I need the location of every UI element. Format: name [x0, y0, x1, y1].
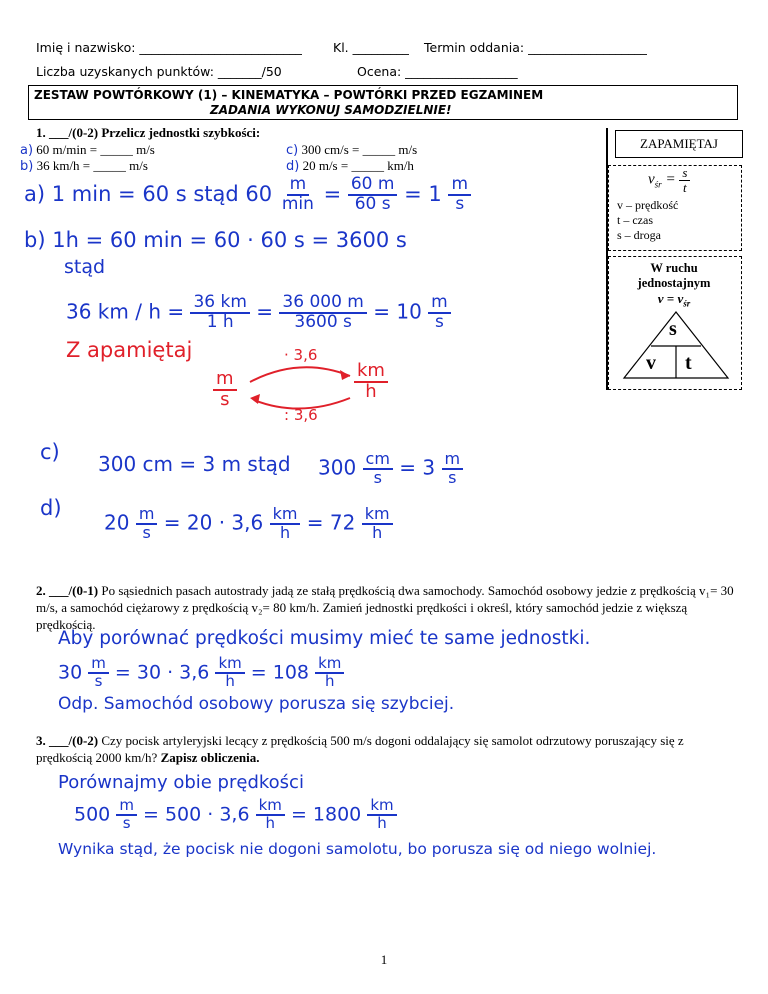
work-c-fraction: 300 $\frac{cm}{s}$ = 3 $\frac{m}{s}$	[318, 451, 463, 487]
work-d: 20 $\frac{m}{s}$ = 20 · 3,6 $\frac{km}{h}$ = 72 $\frac{km}{h}$	[104, 506, 393, 542]
conversion-to-unit: $\frac{km}{h}$	[354, 362, 388, 402]
legend-v: v – prędkość	[617, 198, 679, 212]
work-a: a) 1 min = 60 s stąd 60 $\frac{m}{\min}$ = $\frac{60 m}{60 s}$ = 1 $\frac{m}{s}$	[24, 176, 471, 214]
remember-note: Z apamiętaj	[66, 338, 193, 362]
task3-hw-calc: 500 $\frac{m}{s}$ = 500 · 3,6 $\frac{km}{h}$ = 1800 $\frac{km}{h}$	[74, 798, 397, 832]
task3-hw-line1: Porównajmy obie prędkości	[58, 772, 304, 793]
uniform-motion-title: W ruchu jednostajnym	[637, 261, 711, 290]
task3-text: 3. ___/(0-2) Czy pocisk artyleryjski lecący z prędkością 500 m/s dogoni oddalający się samolot odrzutowy poruszający się z prędkością 2000 km/h? Zapisz obliczenia.	[36, 733, 684, 765]
task2-answer: Odp. Samochód osobowy porusza się szybciej.	[58, 694, 455, 714]
triangle-t: t	[685, 352, 692, 374]
legend-s: s – droga	[617, 228, 661, 242]
work-d-label: d)	[40, 496, 62, 520]
grade-field-label: Ocena: __________________	[357, 64, 518, 79]
task2-text: 2. ___/(0-1) Po sąsiednich pasach autostrady jadą ze stałą prędkością dwa samochody. Samochód osobowy jedzie z prędkością v₁= 30 m/s, a samochód ciężarowy z prędkością v₂= 80 km/h. Zamień jednostki prędkości i określ, który samochód jedzie z większą prędkością.	[36, 583, 734, 632]
work-c-label: c)	[40, 440, 60, 464]
task2-hw-calc: 30 $\frac{m}{s}$ = 30 · 3,6 $\frac{km}{h}$ = 108 $\frac{km}{h}$	[58, 656, 344, 690]
task1-b: b) 36 km/h = _____ m/s	[20, 158, 148, 174]
deadline-field-label: Termin oddania: ___________________	[424, 40, 647, 55]
points-field-label: Liczba uzyskanych punktów: _______/50	[36, 64, 282, 79]
task1-c: c) 300 cm/s = _____ m/s	[286, 142, 418, 158]
task1-a: a) 60 m/min = _____ m/s	[20, 142, 155, 158]
legend-t: t – czas	[617, 213, 653, 227]
class-field-label: Kl. _________	[333, 40, 409, 55]
work-b-stad: stąd	[64, 256, 106, 278]
work-c: 300 cm = 3 m stąd	[98, 452, 291, 476]
sidebar-title-box: ZAPAMIĘTAJ	[615, 130, 743, 158]
conversion-times: · 3,6	[284, 346, 318, 364]
triangle-v: v	[646, 352, 656, 374]
conversion-from-unit: $\frac{m}{s}$	[213, 370, 237, 410]
page-title: ZESTAW POWTÓRKOWY (1) – KINEMATYKA – POWTÓRKI PRZED EGZAMINEM	[34, 88, 544, 102]
average-speed-formula: $v_{śr}$ = $\frac{s}{t}$	[648, 166, 690, 194]
page-number: 1	[380, 952, 388, 967]
page-subtitle: ZADANIA WYKONUJ SAMODZIELNIE!	[210, 103, 452, 117]
task3-conclusion: Wynika stąd, że pocisk nie dogoni samolotu, bo porusza się od niego wolniej.	[58, 840, 657, 858]
task1-d: d) 20 m/s = _____ km/h	[286, 158, 414, 174]
triangle-s: s	[669, 318, 677, 340]
task1-heading: 1. ___/(0-2) Przelicz jednostki szybkości:	[36, 125, 261, 140]
work-b-line2: 36 km / h = $\frac{36 km}{1 h}$ = $\frac{36 000 m}{3600 s}$ = 10 $\frac{m}{s}$	[66, 294, 451, 332]
conversion-divide: : 3,6	[284, 406, 318, 424]
work-b-line1: b) 1h = 60 min = 60 · 60 s = 3600 s	[24, 228, 407, 252]
task2-hw-line1: Aby porównać prędkości musimy mieć te same jednostki.	[58, 628, 591, 649]
name-field-label: Imię i nazwisko: __________________________	[36, 40, 302, 55]
uniform-motion-formula: $v = v_{śr}$	[657, 291, 691, 309]
